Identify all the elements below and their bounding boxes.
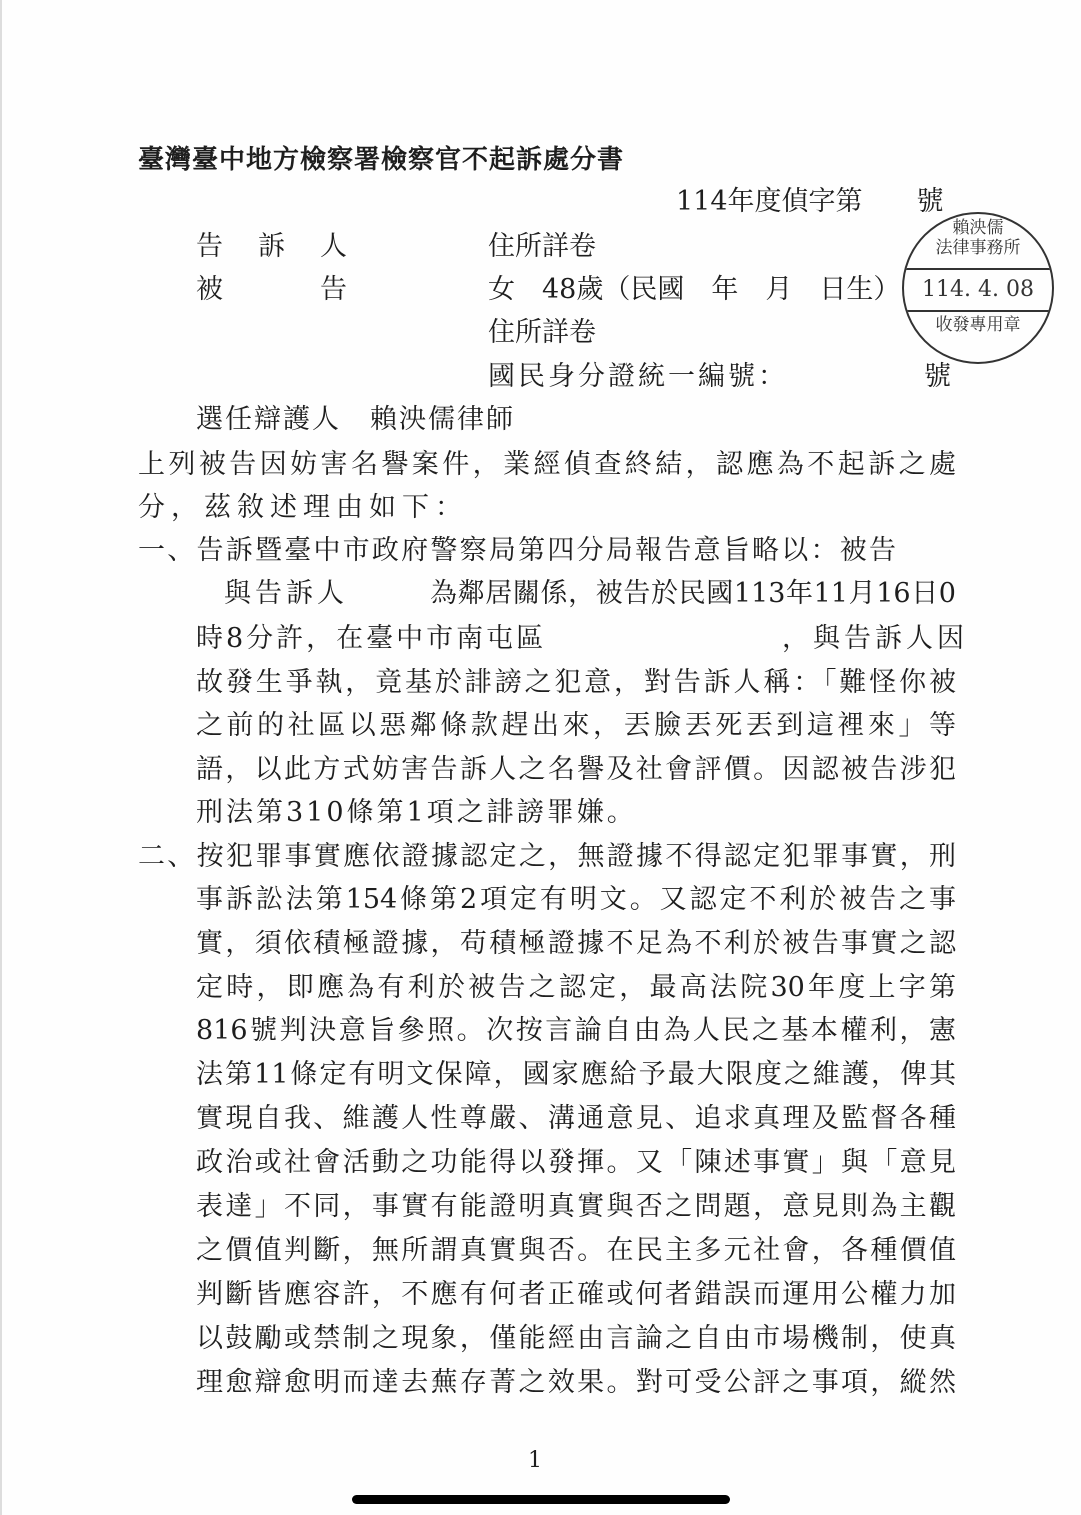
stamp-firm-line2: 法律事務所 — [935, 238, 1021, 258]
body-line: 刑法第310條第1項之誹謗罪嫌。 — [196, 797, 637, 828]
body-line: 實現自我、維護人性尊嚴、溝通意見、追求真理及監督各種 — [196, 1103, 956, 1134]
body-line: 分，茲敘述理由如下： — [138, 492, 468, 523]
body-line: 語，以此方式妨害告訴人之名譽及社會評價。因認被告涉犯 — [196, 754, 956, 785]
body-line: 定時，即應為有利於被告之認定，最高法院30年度上字第 — [196, 972, 956, 1003]
document-title: 臺灣臺中地方檢察署檢察官不起訴處分書 — [138, 145, 625, 175]
counsel-label: 選任辯護人 — [196, 404, 341, 435]
body-line: 事訴訟法第154條第2項定有明文。又認定不利於被告之事 — [196, 884, 956, 915]
defendant-address: 住所詳卷 — [488, 317, 596, 348]
defendant-info: 女 48歲（民國 年 月 日生） — [488, 274, 901, 305]
complainant-address: 住所詳卷 — [488, 231, 596, 262]
body-line: 為鄰居關係，被告於民國113年11月16日0 — [430, 578, 956, 609]
defendant-label: 被 告 — [196, 274, 351, 305]
body-line: 816號判決意旨參照。次按言論自由為人民之基本權利，憲 — [196, 1015, 956, 1046]
body-line: 一、告訴暨臺中市政府警察局第四分局報告意旨略以：被告 — [138, 535, 896, 566]
received-stamp — [902, 212, 1054, 364]
id-number-suffix: 號 — [924, 361, 951, 392]
body-line: 法第11條定有明文保障，國家應給予最大限度之維護，俾其 — [196, 1059, 956, 1090]
stamp-date: 114. 4. 08 — [904, 268, 1052, 312]
page-number: 1 — [528, 1448, 542, 1473]
body-line: 二、按犯罪事實應依證據認定之，無證據不得認定犯罪事實，刑 — [138, 841, 956, 872]
home-indicator[interactable] — [352, 1495, 730, 1504]
body-line: ，與告訴人因 — [782, 623, 968, 654]
body-line: 表達」不同，事實有能證明真實與否之問題，意見則為主觀 — [196, 1191, 956, 1222]
body-line: 與告訴人 — [224, 578, 348, 609]
stamp-purpose: 收發專用章 — [935, 315, 1021, 335]
complainant-label: 告 訴 人 — [196, 231, 351, 262]
body-line: 上列被告因妨害名譽案件，業經偵查終結，認應為不起訴之處 — [138, 449, 956, 480]
body-line: 政治或社會活動之功能得以發揮。又「陳述事實」與「意見 — [196, 1147, 956, 1178]
id-number-label: 國民身分證統一編號： — [488, 361, 788, 392]
body-line: 之價值判斷，無所謂真實與否。在民主多元社會，各種價值 — [196, 1235, 956, 1266]
body-line: 故發生爭執，竟基於誹謗之犯意，對告訴人稱：「難怪你被 — [196, 667, 956, 698]
body-line: 實，須依積極證據，苟積極證據不足為不利於被告事實之認 — [196, 928, 956, 959]
counsel-name: 賴泱儒律師 — [370, 404, 515, 435]
body-line: 以鼓勵或禁制之現象，僅能經由言論之自由市場機制，使真 — [196, 1323, 956, 1354]
case-number: 114年度偵字第 號 — [676, 186, 944, 217]
body-line: 理愈辯愈明而達去蕪存菁之效果。對可受公評之事項，縱然 — [196, 1367, 956, 1398]
body-line: 判斷皆應容許，不應有何者正確或何者錯誤而運用公權力加 — [196, 1279, 956, 1310]
stamp-firm-name — [904, 218, 1052, 258]
body-line: 之前的社區以惡鄰條款趕出來，丟臉丟死丟到這裡來」等 — [196, 710, 956, 741]
body-line: 時8分許，在臺中市南屯區 — [196, 623, 547, 654]
stamp-firm-line1: 賴泱儒 — [952, 218, 1004, 238]
